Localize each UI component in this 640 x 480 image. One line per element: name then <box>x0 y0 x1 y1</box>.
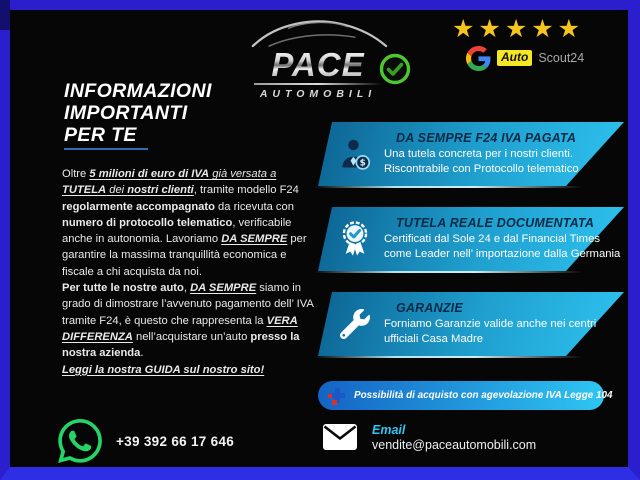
legge104-text: Possibilità di acquisto con agevolazione IVA Legge 104 <box>354 390 613 401</box>
page-title-line2: IMPORTANTI <box>64 102 188 124</box>
guide-callout: Leggi la nostra GUIDA sul nostro sito! <box>62 363 265 376</box>
paragraph-2: Per tutte le nostre auto, DA SEMPRE siamo in grado di dimostrare l’avvenuto pagamento dell’ IVA tramite F24, è questo che rappresenta la VERA DIFFERENZA nell’acquistare un’auto presso la nostra azienda. <box>62 282 314 360</box>
banner-garanzie <box>318 292 624 356</box>
page-title <box>64 80 212 146</box>
envelope-icon <box>322 423 358 451</box>
banner-title: TUTELA REALE DOCUMENTATA <box>396 215 595 230</box>
whatsapp-contact <box>58 419 234 463</box>
whatsapp-icon <box>58 419 102 463</box>
paragraph-1: Oltre 5 milioni di euro di IVA già versata a TUTELA dei nostri clienti, tramite modello F24 regolarmente accompagnato da ricevuta con numero di protocollo telematico, verificabile anche in autonomia. Lavoriamo DA SEMPRE per garantire la massima tranquillità economica e fiscale a chi acquista da noi. <box>62 168 307 278</box>
banner-f24-iva <box>318 122 624 186</box>
banner-tutela <box>318 207 624 271</box>
legge104-pill <box>318 381 613 410</box>
banner-title: DA SEMPRE F24 IVA PAGATA <box>396 130 577 145</box>
rosette-check-icon <box>336 219 374 259</box>
email-label: Email <box>372 423 406 437</box>
benefit-banners <box>318 122 624 377</box>
phone-number: +39 392 66 17 646 <box>116 433 235 449</box>
banner-line2: ufficiali Casa Madre <box>384 333 483 345</box>
email-contact <box>322 423 536 452</box>
brand-subname: AUTOMOBILI <box>259 87 377 100</box>
star-rating: ★★★★★ <box>452 15 585 43</box>
green-check-circle-icon <box>378 52 412 86</box>
banner-line1: Una tutela concreta per i nostri clienti. <box>384 147 574 160</box>
svg-text:$: $ <box>359 158 366 169</box>
corner-notch <box>0 0 10 30</box>
email-address: vendite@paceautomobili.com <box>372 438 537 452</box>
autoscout24-label: Scout24 <box>538 51 585 65</box>
wrench-icon <box>340 309 370 339</box>
banner-title: GARANZIE <box>396 300 463 315</box>
info-paragraph <box>62 166 318 378</box>
autoscout24-badge: Auto <box>497 50 532 66</box>
google-g-icon <box>466 46 491 71</box>
banner-line2: Riscontrabile con Protocollo telematico <box>384 163 579 175</box>
banner-line1: Forniamo Garanzie valide anche nei centri <box>384 317 597 330</box>
title-underline <box>64 148 148 150</box>
rating-block <box>452 16 602 71</box>
brand-name: PACE <box>271 46 365 83</box>
businessman-coin-icon <box>336 135 374 173</box>
banner-line1: Certificati dal Sole 24 e dal Financial Times <box>384 232 600 245</box>
legge104-cross-icon <box>328 387 346 405</box>
review-sources <box>466 46 602 71</box>
page-title-line3: PER TE <box>64 124 137 146</box>
brand-logo <box>232 12 404 100</box>
page-title-line1: INFORMAZIONI <box>64 80 212 102</box>
brand-divider <box>254 83 382 85</box>
banner-line2: come Leader nell’ importazione dalla Germania <box>384 248 621 260</box>
